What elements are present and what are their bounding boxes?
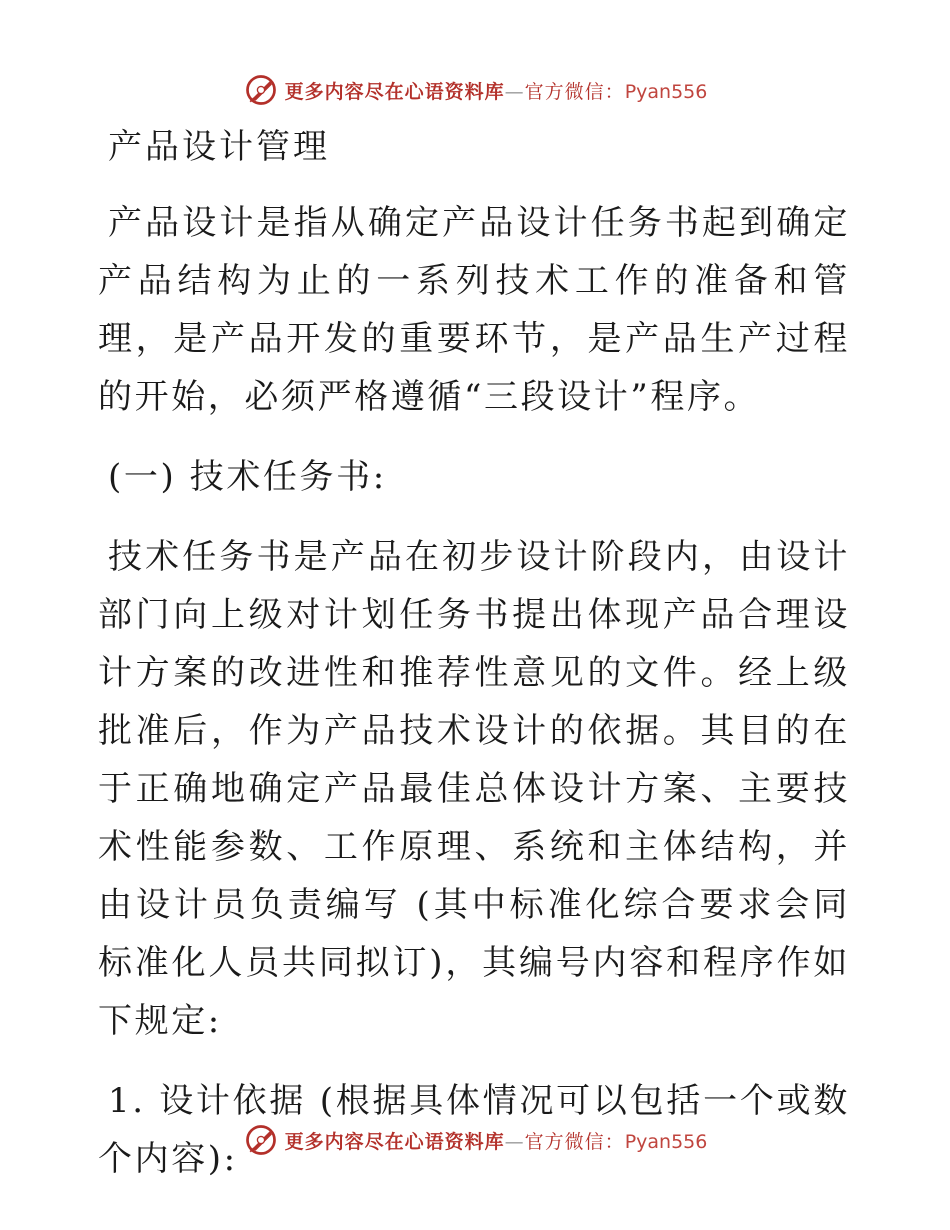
banner-text	[285, 77, 708, 104]
list-item-1: 1. 设计依据 (根据具体情况可以包括一个或数个内容):	[98, 1081, 850, 1179]
section1-body: 技术任务书是产品在初步设计阶段内，由设计部门向上级对计划任务书提出体现产品合理设计方案的改进性和推荐性意见的文件。经上级批准后，作为产品技术设计的依据。其目的在于正确地确定产品最佳总体设计方案、主要技术性能参数、工作原理、系统和主体结构，并由设计员负责编写 (其中标准化综合要求会同标准化人员共同拟订)，其编号内容和程序作如下规定:	[98, 537, 850, 1041]
banner-text	[285, 1127, 708, 1154]
document-body	[98, 120, 850, 1188]
intro-paragraph: 产品设计是指从确定产品设计任务书起到确定产品结构为止的一系列技术工作的准备和管理，是产品开发的重要环节，是产品生产过程的开始，必须严格遵循“三段设计”程序。	[98, 203, 850, 417]
banner-wechat-label: 官方微信：	[524, 80, 625, 103]
quill-pen-icon	[243, 72, 279, 108]
footer-banner	[0, 1118, 950, 1162]
quill-pen-icon	[243, 1122, 279, 1158]
banner-main-text: 更多内容尽在心语资料库	[284, 1130, 505, 1153]
banner-wechat-id: Pyan556	[624, 1130, 708, 1153]
section1-heading: (一) 技术任务书:	[108, 457, 387, 497]
banner-main-text: 更多内容尽在心语资料库	[284, 80, 505, 103]
header-banner	[0, 68, 950, 112]
banner-wechat-label: 官方微信：	[524, 1130, 625, 1153]
banner-dash: —	[504, 80, 525, 103]
document-title: 产品设计管理	[108, 127, 330, 167]
banner-wechat-id: Pyan556	[624, 80, 708, 103]
banner-dash: —	[504, 1130, 525, 1153]
